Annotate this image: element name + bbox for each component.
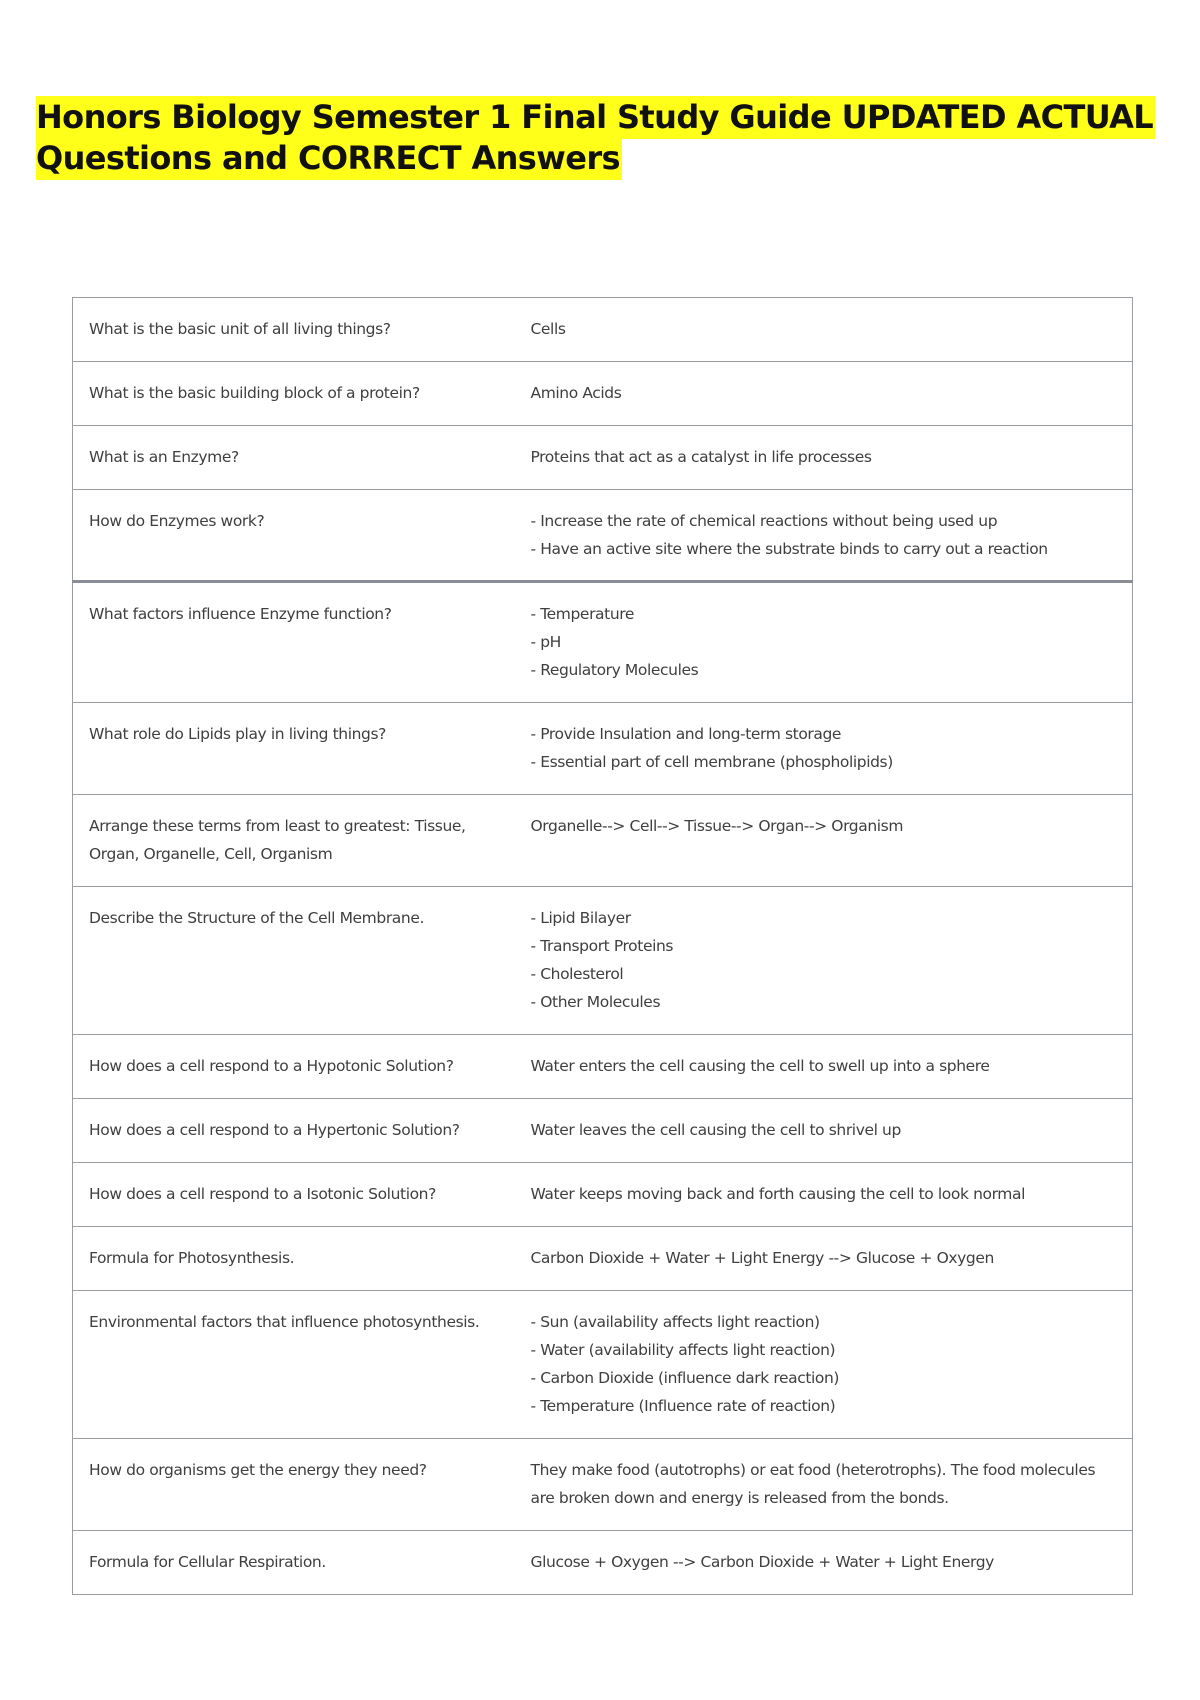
question-cell: Environmental factors that influence photosynthesis. xyxy=(89,1313,480,1331)
answer-line: - Water (availability affects light reaction) xyxy=(530,1341,836,1359)
answer-cell xyxy=(515,703,1133,795)
answer-line: - Cholesterol xyxy=(530,965,624,983)
qa-row xyxy=(73,1291,1133,1439)
question-cell: How do Enzymes work? xyxy=(89,512,265,530)
answer-cell xyxy=(515,426,1133,490)
answer-line: Water leaves the cell causing the cell to shrivel up xyxy=(530,1121,901,1139)
answer-cell xyxy=(515,1227,1133,1291)
answer-cell xyxy=(515,1163,1133,1227)
qa-row xyxy=(73,490,1133,582)
question-cell: How does a cell respond to a Hypotonic Solution? xyxy=(89,1057,454,1075)
answer-line: - Lipid Bilayer xyxy=(530,909,631,927)
answer-line: - Have an active site where the substrate binds to carry out a reaction xyxy=(530,540,1048,558)
question-cell: How does a cell respond to a Hypertonic Solution? xyxy=(89,1121,460,1139)
answer-cell xyxy=(515,1439,1133,1531)
qa-row xyxy=(73,703,1133,795)
qa-row xyxy=(73,1035,1133,1099)
qa-row xyxy=(73,1099,1133,1163)
answer-cell xyxy=(515,1531,1133,1595)
answer-line: - Increase the rate of chemical reactions without being used up xyxy=(530,512,998,530)
answer-cell xyxy=(515,795,1133,887)
question-cell: What factors influence Enzyme function? xyxy=(89,605,392,623)
answer-line: Water keeps moving back and forth causing the cell to look normal xyxy=(530,1185,1025,1203)
answer-line: Amino Acids xyxy=(530,384,622,402)
answer-line: - Temperature (Influence rate of reaction) xyxy=(530,1397,836,1415)
question-cell: Describe the Structure of the Cell Membrane. xyxy=(89,909,424,927)
answer-line: - Temperature xyxy=(530,605,635,623)
question-cell: Arrange these terms from least to greatest: Tissue, Organ, Organelle, Cell, Organism xyxy=(89,817,466,863)
answer-line: - pH xyxy=(530,633,561,651)
qa-row xyxy=(73,887,1133,1035)
answer-cell xyxy=(515,1035,1133,1099)
qa-row xyxy=(73,1531,1133,1595)
answer-line: Cells xyxy=(530,320,566,338)
answer-line: They make food (autotrophs) or eat food (heterotrophs). The food molecules are broken down and energy is released from the bonds. xyxy=(530,1461,1096,1507)
qa-table-body xyxy=(73,298,1133,1595)
answer-line: Organelle--> Cell--> Tissue--> Organ--> Organism xyxy=(530,817,904,835)
question-cell: Formula for Cellular Respiration. xyxy=(89,1553,326,1571)
answer-line: - Transport Proteins xyxy=(530,937,674,955)
question-cell: How do organisms get the energy they need? xyxy=(89,1461,427,1479)
question-cell: Formula for Photosynthesis. xyxy=(89,1249,295,1267)
title-highlight: Honors Biology Semester 1 Final Study Guide UPDATED ACTUAL Questions and CORRECT Answers xyxy=(36,96,1155,180)
question-cell: What is an Enzyme? xyxy=(89,448,239,466)
qa-row xyxy=(73,298,1133,362)
answer-line: Carbon Dioxide + Water + Light Energy --> Glucose + Oxygen xyxy=(530,1249,994,1267)
answer-line: Water enters the cell causing the cell to swell up into a sphere xyxy=(530,1057,990,1075)
answer-cell xyxy=(515,362,1133,426)
answer-line: - Carbon Dioxide (influence dark reaction) xyxy=(530,1369,840,1387)
qa-row xyxy=(73,1163,1133,1227)
qa-row xyxy=(73,1227,1133,1291)
qa-row xyxy=(73,795,1133,887)
answer-line: Glucose + Oxygen --> Carbon Dioxide + Water + Light Energy xyxy=(530,1553,994,1571)
answer-line: - Regulatory Molecules xyxy=(530,661,699,679)
answer-cell xyxy=(515,582,1133,703)
qa-row xyxy=(73,1439,1133,1531)
qa-row xyxy=(73,426,1133,490)
answer-cell xyxy=(515,1291,1133,1439)
document-title xyxy=(36,97,1156,179)
answer-cell xyxy=(515,1099,1133,1163)
qa-table xyxy=(72,297,1133,1595)
answer-line: - Provide Insulation and long-term storage xyxy=(530,725,842,743)
answer-cell xyxy=(515,490,1133,582)
answer-cell xyxy=(515,298,1133,362)
answer-cell xyxy=(515,887,1133,1035)
question-cell: What is the basic unit of all living things? xyxy=(89,320,391,338)
question-cell: How does a cell respond to a Isotonic Solution? xyxy=(89,1185,436,1203)
answer-line: Proteins that act as a catalyst in life processes xyxy=(530,448,872,466)
question-cell: What is the basic building block of a protein? xyxy=(89,384,420,402)
answer-line: - Essential part of cell membrane (phospholipids) xyxy=(530,753,893,771)
question-cell: What role do Lipids play in living things? xyxy=(89,725,386,743)
qa-row xyxy=(73,362,1133,426)
answer-line: - Other Molecules xyxy=(530,993,661,1011)
qa-row xyxy=(73,582,1133,703)
answer-line: - Sun (availability affects light reaction) xyxy=(530,1313,820,1331)
